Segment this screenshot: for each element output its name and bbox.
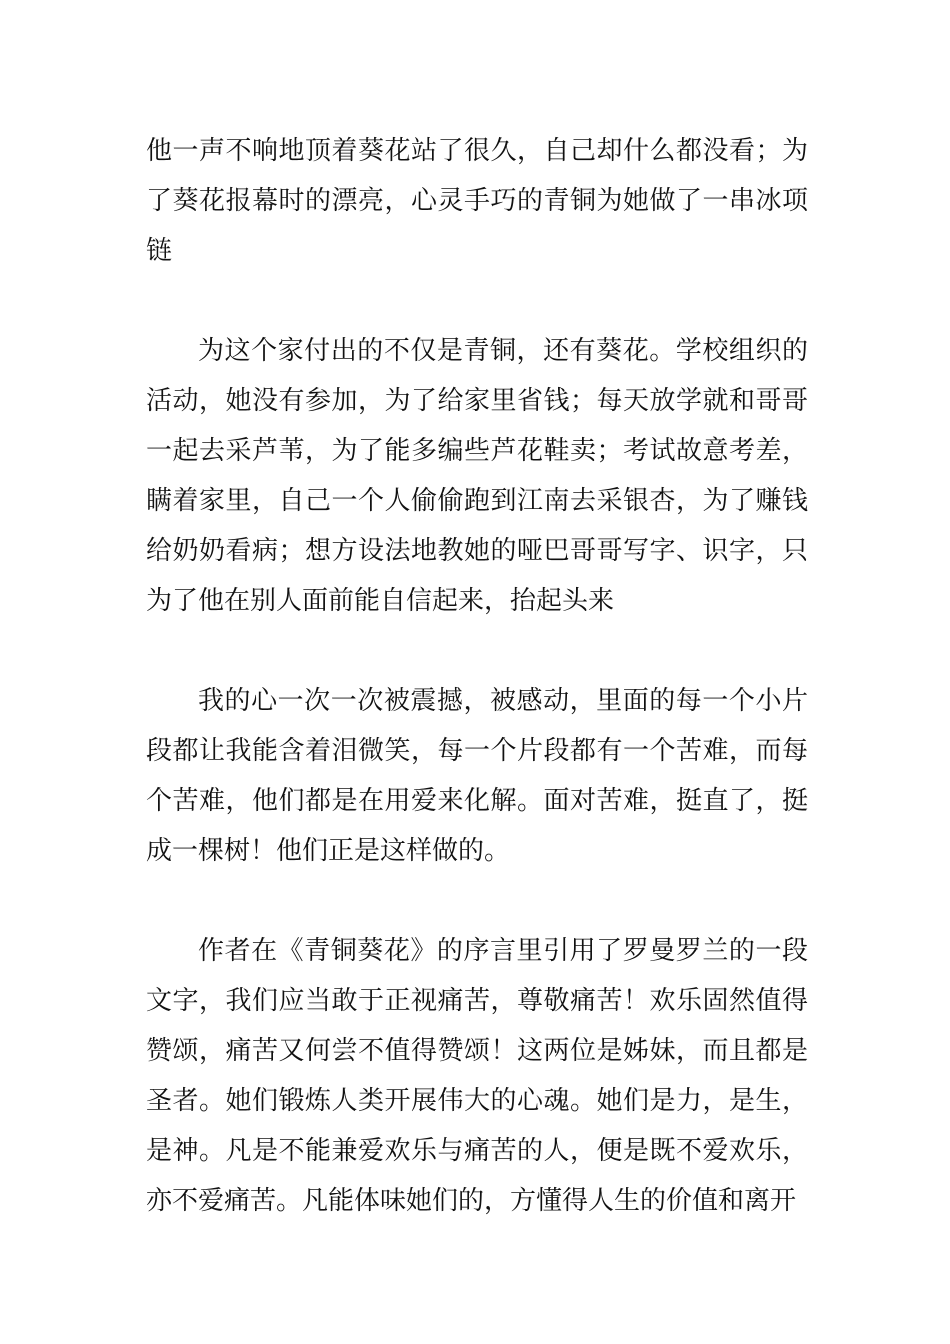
paragraph-3: 我的心一次一次被震撼，被感动，里面的每一个小片段都让我能含着泪微笑，每一个片段都有一个苦难，而每个苦难，他们都是在用爱来化解。面对苦难，挺直了，挺成一棵树！他们正是这样做的。	[146, 686, 808, 866]
paragraph-gap	[146, 276, 808, 326]
document-page	[146, 126, 808, 1226]
paragraph-1: 他一声不响地顶着葵花站了很久，自己却什么都没看；为了葵花报幕时的漂亮，心灵手巧的青铜为她做了一串冰项链	[146, 136, 808, 266]
paragraph-gap	[146, 876, 808, 926]
paragraph-gap	[146, 626, 808, 676]
paragraph-2: 为这个家付出的不仅是青铜，还有葵花。学校组织的活动，她没有参加，为了给家里省钱；每天放学就和哥哥一起去采芦苇，为了能多编些芦花鞋卖；考试故意考差，瞒着家里，自己一个人偷偷跑到江南去采银杏，为了赚钱给奶奶看病；想方设法地教她的哑巴哥哥写字、识字，只为了他在别人面前能自信起来，抬起头来	[146, 336, 808, 616]
paragraph-4: 作者在《青铜葵花》的序言里引用了罗曼罗兰的一段文字，我们应当敢于正视痛苦，尊敬痛苦！欢乐固然值得赞颂，痛苦又何尝不值得赞颂！这两位是姊妹，而且都是圣者。她们锻炼人类开展伟大的心魂。她们是力，是生，是神。凡是不能兼爱欢乐与痛苦的人，便是既不爱欢乐，亦不爱痛苦。凡能体味她们的，方懂得人生的价值和离开	[146, 936, 808, 1216]
